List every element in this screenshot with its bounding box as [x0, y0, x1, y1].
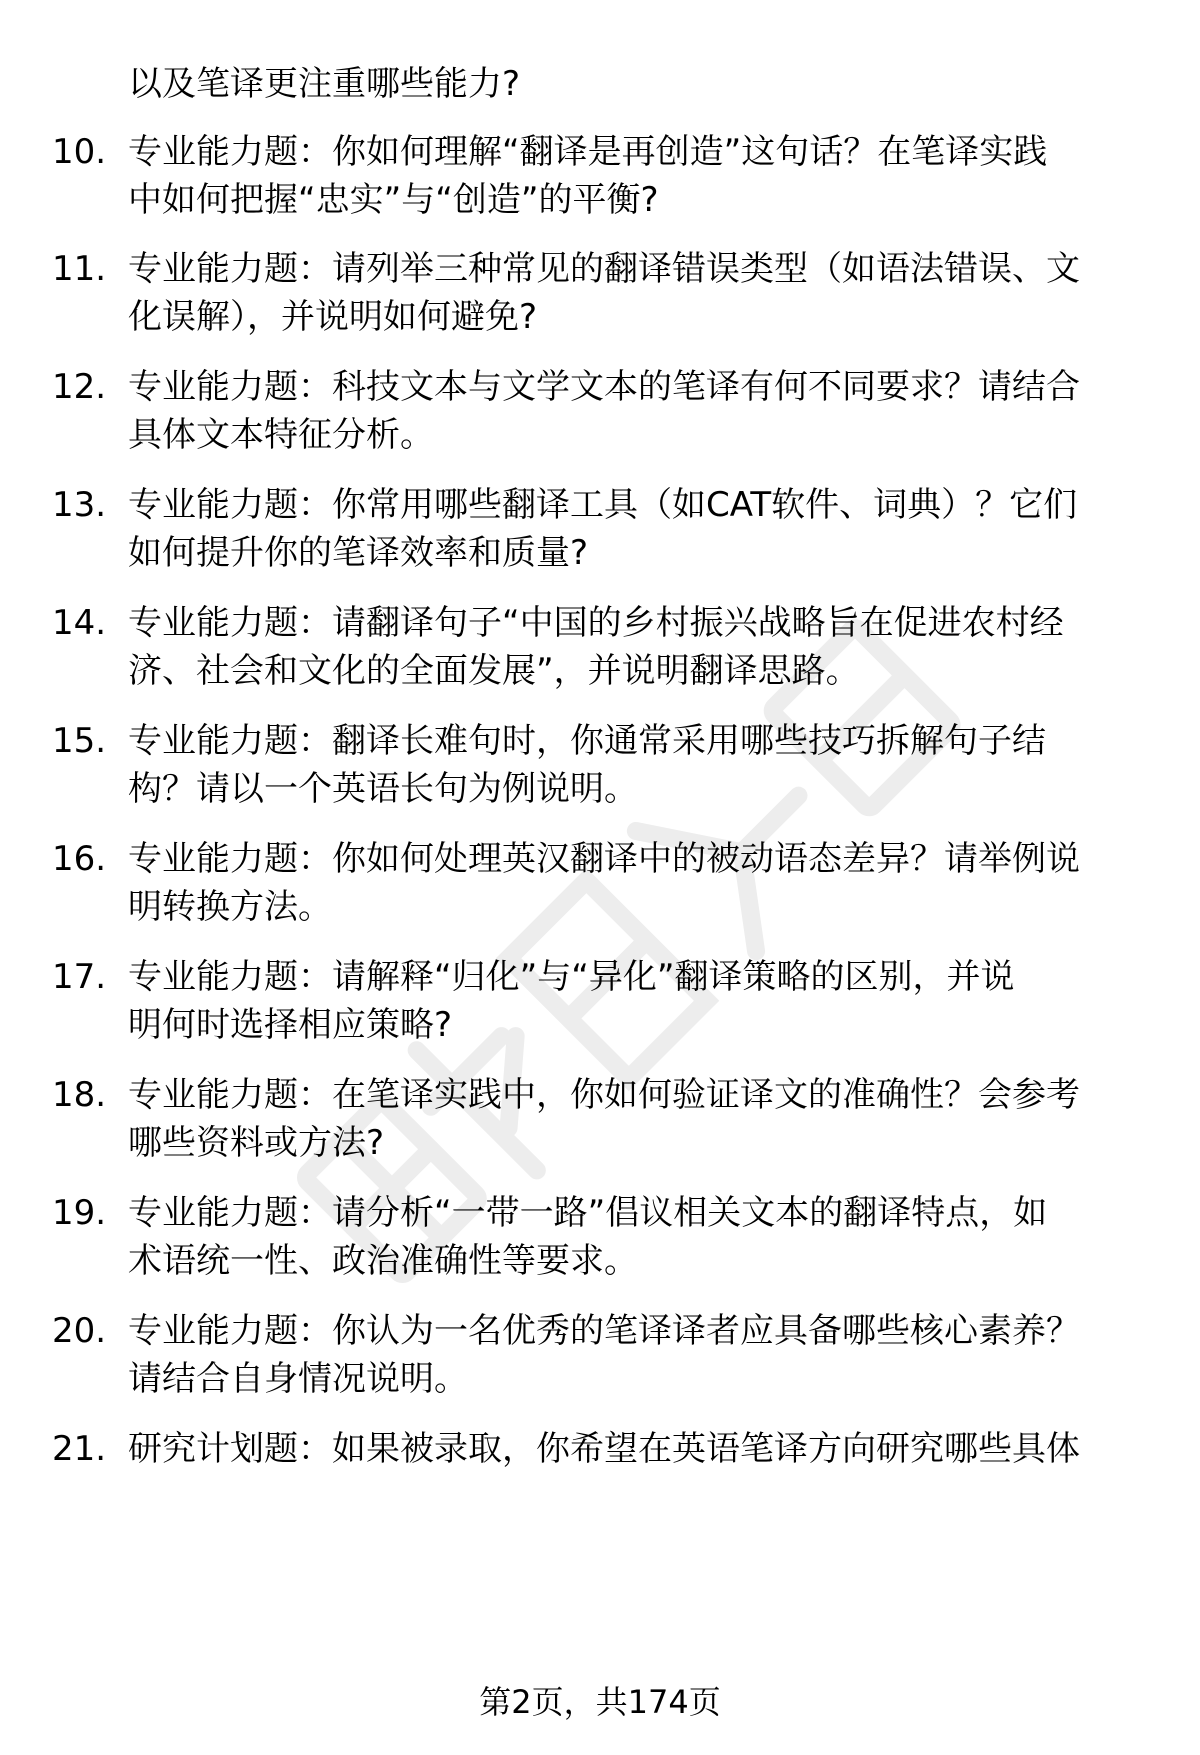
- question-line: 化误解），并说明如何避免?: [128, 297, 538, 337]
- question-line: 中如何把握“忠实”与“创造”的平衡?: [128, 180, 659, 220]
- question-line: 专业能力题：在笔译实践中，你如何验证译文的准确性？会参考: [128, 1075, 1080, 1115]
- question-number: 20.: [52, 1311, 107, 1351]
- question-line: 专业能力题：请解释“归化”与“异化”翻译策略的区别，并说: [128, 957, 1015, 997]
- question-text: [128, 1071, 1158, 1167]
- question-text: [128, 1307, 1158, 1403]
- question-number: 13.: [52, 485, 107, 525]
- question-line: 专业能力题：你如何理解“翻译是再创造”这句话？在笔译实践: [128, 132, 1048, 172]
- continuation-line: 以及笔译更注重哪些能力?: [128, 64, 521, 104]
- question-line: 专业能力题：请列举三种常见的翻译错误类型（如语法错误、文: [128, 249, 1080, 289]
- question-number: 14.: [52, 603, 107, 643]
- question-text: [128, 363, 1158, 459]
- question-line: 具体文本特征分析。: [128, 415, 434, 455]
- question-text: [128, 599, 1158, 695]
- question-text: [128, 481, 1158, 577]
- question-text: [128, 245, 1158, 341]
- question-number: 12.: [52, 367, 107, 407]
- question-line: 专业能力题：你常用哪些翻译工具（如CAT软件、词典）？它们: [128, 485, 1078, 525]
- question-number: 10.: [52, 132, 107, 172]
- question-number: 18.: [52, 1075, 107, 1115]
- question-text: [128, 1189, 1158, 1285]
- question-line: 明何时选择相应策略?: [128, 1005, 453, 1045]
- question-text: [128, 953, 1158, 1049]
- question-line: 请结合自身情况说明。: [128, 1359, 468, 1399]
- question-line: 专业能力题：翻译长难句时，你通常采用哪些技巧拆解句子结: [128, 721, 1046, 761]
- question-line: 如何提升你的笔译效率和质量?: [128, 533, 589, 573]
- question-line: 专业能力题：科技文本与文学文本的笔译有何不同要求？请结合: [128, 367, 1080, 407]
- question-line: 专业能力题：你如何处理英汉翻译中的被动语态差异？请举例说: [128, 839, 1080, 879]
- question-text: [128, 717, 1158, 813]
- question-number: 16.: [52, 839, 107, 879]
- question-line: 构？请以一个英语长句为例说明。: [128, 769, 638, 809]
- question-line: 明转换方法。: [128, 887, 332, 927]
- question-text: [128, 835, 1158, 931]
- question-number: 15.: [52, 721, 107, 761]
- page-footer: 第2页，共174页: [479, 1683, 721, 1721]
- question-line: 术语统一性、政治准确性等要求。: [128, 1241, 638, 1281]
- question-number: 21.: [52, 1429, 107, 1469]
- question-text: [128, 128, 1158, 224]
- question-line: 哪些资料或方法?: [128, 1123, 385, 1163]
- question-number: 19.: [52, 1193, 107, 1233]
- question-text: [128, 1425, 1158, 1473]
- question-line: 研究计划题：如果被录取，你希望在英语笔译方向研究哪些具体: [128, 1429, 1080, 1469]
- question-number: 11.: [52, 249, 107, 289]
- question-line: 专业能力题：你认为一名优秀的笔译译者应具备哪些核心素养？: [128, 1311, 1080, 1351]
- question-number: 17.: [52, 957, 107, 997]
- question-line: 专业能力题：请翻译句子“中国的乡村振兴战略旨在促进农村经: [128, 603, 1064, 643]
- question-line: 济、社会和文化的全面发展”，并说明翻译思路。: [128, 651, 860, 691]
- question-line: 专业能力题：请分析“一带一路”倡议相关文本的翻译特点，如: [128, 1193, 1048, 1233]
